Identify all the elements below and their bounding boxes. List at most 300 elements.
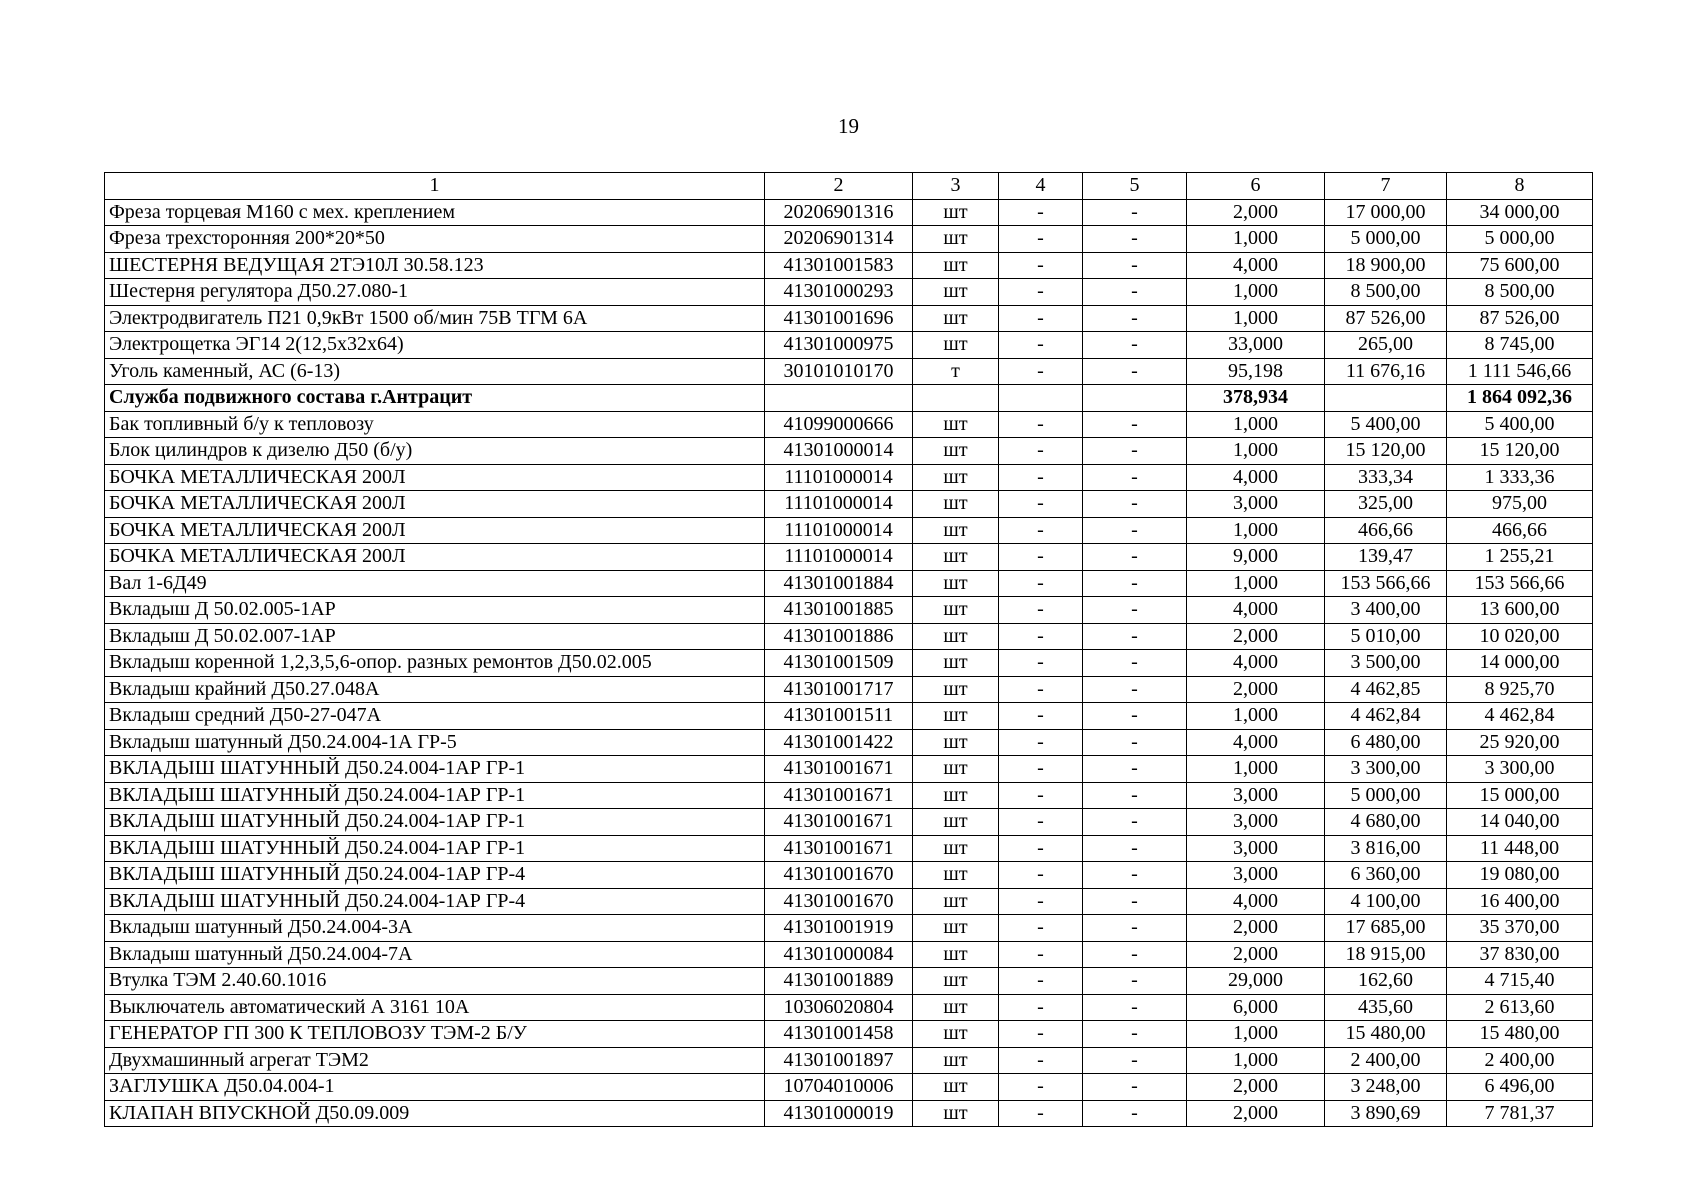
- quantity-cell: 2,000: [1187, 941, 1325, 968]
- item-name-cell: ШЕСТЕРНЯ ВЕДУЩАЯ 2ТЭ10Л 30.58.123: [105, 252, 765, 279]
- item-name-cell: Фреза торцевая М160 с мех. креплением: [105, 199, 765, 226]
- quantity-cell: 3,000: [1187, 835, 1325, 862]
- sum-cell: 15 000,00: [1447, 782, 1593, 809]
- quantity-cell: 3,000: [1187, 809, 1325, 836]
- table-row: [105, 862, 1593, 889]
- table-row: [105, 597, 1593, 624]
- table-row: [105, 650, 1593, 677]
- item-name-cell: ВКЛАДЫШ ШАТУННЫЙ Д50.24.004-1АР ГР-1: [105, 756, 765, 783]
- table-row: [105, 782, 1593, 809]
- column-4-cell: -: [999, 968, 1083, 995]
- price-cell: 5 010,00: [1325, 623, 1447, 650]
- price-cell: 11 676,16: [1325, 358, 1447, 385]
- sum-cell: 2 400,00: [1447, 1047, 1593, 1074]
- column-5-cell: -: [1083, 358, 1187, 385]
- table-row: [105, 438, 1593, 465]
- item-code-cell: 41301001583: [765, 252, 913, 279]
- quantity-cell: 1,000: [1187, 438, 1325, 465]
- quantity-cell: 1,000: [1187, 703, 1325, 730]
- quantity-cell: 1,000: [1187, 226, 1325, 253]
- sum-cell: 14 000,00: [1447, 650, 1593, 677]
- price-cell: 17 685,00: [1325, 915, 1447, 942]
- unit-cell: шт: [913, 464, 999, 491]
- column-4-cell: -: [999, 703, 1083, 730]
- unit-cell: шт: [913, 226, 999, 253]
- column-5-cell: -: [1083, 729, 1187, 756]
- unit-cell: шт: [913, 676, 999, 703]
- table-row: [105, 994, 1593, 1021]
- quantity-cell: 29,000: [1187, 968, 1325, 995]
- page-number: 19: [838, 114, 859, 138]
- column-4-cell: -: [999, 438, 1083, 465]
- quantity-cell: 1,000: [1187, 411, 1325, 438]
- table-row: [105, 332, 1593, 359]
- item-code-cell: 30101010170: [765, 358, 913, 385]
- price-cell: 153 566,66: [1325, 570, 1447, 597]
- sum-cell: 4 462,84: [1447, 703, 1593, 730]
- unit-cell: шт: [913, 835, 999, 862]
- table-row: [105, 544, 1593, 571]
- column-4-cell: -: [999, 358, 1083, 385]
- item-name-cell: Вкладыш Д 50.02.007-1АР: [105, 623, 765, 650]
- section-total-row: [105, 385, 1593, 412]
- item-code-cell: 41301001696: [765, 305, 913, 332]
- column-5-cell: -: [1083, 279, 1187, 306]
- item-name-cell: Вкладыш крайний Д50.27.048А: [105, 676, 765, 703]
- item-code-cell: 41301000975: [765, 332, 913, 359]
- unit-cell: шт: [913, 597, 999, 624]
- column-header: 4: [999, 173, 1083, 200]
- sum-cell: 37 830,00: [1447, 941, 1593, 968]
- item-name-cell: Уголь каменный, АС (6-13): [105, 358, 765, 385]
- price-cell: 3 248,00: [1325, 1074, 1447, 1101]
- item-code-cell: 41099000666: [765, 411, 913, 438]
- sum-cell: 25 920,00: [1447, 729, 1593, 756]
- item-code-cell: 41301001422: [765, 729, 913, 756]
- price-cell: 15 480,00: [1325, 1021, 1447, 1048]
- column-5-cell: -: [1083, 703, 1187, 730]
- price-cell: 3 400,00: [1325, 597, 1447, 624]
- table-row: [105, 305, 1593, 332]
- unit-cell: шт: [913, 915, 999, 942]
- quantity-cell: 2,000: [1187, 623, 1325, 650]
- quantity-cell: 1,000: [1187, 1047, 1325, 1074]
- item-code-cell: 20206901314: [765, 226, 913, 253]
- quantity-cell: 4,000: [1187, 888, 1325, 915]
- column-4-cell: -: [999, 517, 1083, 544]
- item-name-cell: Двухмашинный агрегат ТЭМ2: [105, 1047, 765, 1074]
- column-5-cell: -: [1083, 994, 1187, 1021]
- sum-cell: 8 925,70: [1447, 676, 1593, 703]
- sum-cell: 15 120,00: [1447, 438, 1593, 465]
- quantity-cell: 378,934: [1187, 385, 1325, 412]
- item-name-cell: ВКЛАДЫШ ШАТУННЫЙ Д50.24.004-1АР ГР-4: [105, 862, 765, 889]
- item-name-cell: Бак топливный б/у к тепловозу: [105, 411, 765, 438]
- column-5-cell: -: [1083, 1100, 1187, 1127]
- column-4-cell: -: [999, 1021, 1083, 1048]
- sum-cell: 15 480,00: [1447, 1021, 1593, 1048]
- table-row: [105, 491, 1593, 518]
- item-code-cell: 41301000084: [765, 941, 913, 968]
- column-4-cell: -: [999, 199, 1083, 226]
- sum-cell: 2 613,60: [1447, 994, 1593, 1021]
- column-5-cell: -: [1083, 756, 1187, 783]
- sum-cell: 14 040,00: [1447, 809, 1593, 836]
- price-cell: 4 462,84: [1325, 703, 1447, 730]
- table-row: [105, 703, 1593, 730]
- unit-cell: шт: [913, 809, 999, 836]
- column-5-cell: -: [1083, 226, 1187, 253]
- item-name-cell: ГЕНЕРАТОР ГП 300 К ТЕПЛОВОЗУ ТЭМ-2 Б/У: [105, 1021, 765, 1048]
- item-name-cell: Электрощетка ЭГ14 2(12,5х32х64): [105, 332, 765, 359]
- unit-cell: шт: [913, 756, 999, 783]
- sum-cell: 34 000,00: [1447, 199, 1593, 226]
- sum-cell: 11 448,00: [1447, 835, 1593, 862]
- unit-cell: шт: [913, 968, 999, 995]
- table-row: [105, 279, 1593, 306]
- item-name-cell: Вкладыш шатунный Д50.24.004-7А: [105, 941, 765, 968]
- unit-cell: шт: [913, 729, 999, 756]
- unit-cell: шт: [913, 782, 999, 809]
- sum-cell: 16 400,00: [1447, 888, 1593, 915]
- quantity-cell: 95,198: [1187, 358, 1325, 385]
- quantity-cell: 3,000: [1187, 782, 1325, 809]
- column-4-cell: -: [999, 862, 1083, 889]
- table-row: [105, 809, 1593, 836]
- column-header: 2: [765, 173, 913, 200]
- item-code-cell: 41301001671: [765, 809, 913, 836]
- price-cell: 162,60: [1325, 968, 1447, 995]
- column-4-cell: -: [999, 756, 1083, 783]
- column-4-cell: -: [999, 809, 1083, 836]
- table-body: [105, 199, 1593, 1127]
- quantity-cell: 4,000: [1187, 464, 1325, 491]
- column-5-cell: -: [1083, 199, 1187, 226]
- column-4-cell: -: [999, 888, 1083, 915]
- column-5-cell: -: [1083, 782, 1187, 809]
- column-4-cell: -: [999, 676, 1083, 703]
- column-4-cell: -: [999, 729, 1083, 756]
- sum-cell: 10 020,00: [1447, 623, 1593, 650]
- quantity-cell: 1,000: [1187, 517, 1325, 544]
- quantity-cell: 2,000: [1187, 676, 1325, 703]
- quantity-cell: 9,000: [1187, 544, 1325, 571]
- column-5-cell: -: [1083, 570, 1187, 597]
- unit-cell: шт: [913, 252, 999, 279]
- quantity-cell: 1,000: [1187, 279, 1325, 306]
- column-5-cell: -: [1083, 544, 1187, 571]
- quantity-cell: 4,000: [1187, 729, 1325, 756]
- sum-cell: 3 300,00: [1447, 756, 1593, 783]
- table-row: [105, 835, 1593, 862]
- item-code-cell: 41301001884: [765, 570, 913, 597]
- column-5-cell: -: [1083, 1021, 1187, 1048]
- unit-cell: шт: [913, 438, 999, 465]
- item-name-cell: Вкладыш шатунный Д50.24.004-3А: [105, 915, 765, 942]
- sum-cell: 1 111 546,66: [1447, 358, 1593, 385]
- unit-cell: т: [913, 358, 999, 385]
- price-cell: 333,34: [1325, 464, 1447, 491]
- item-name-cell: Вкладыш средний Д50-27-047А: [105, 703, 765, 730]
- item-code-cell: 41301001509: [765, 650, 913, 677]
- quantity-cell: 3,000: [1187, 491, 1325, 518]
- column-5-cell: -: [1083, 438, 1187, 465]
- sum-cell: 153 566,66: [1447, 570, 1593, 597]
- unit-cell: шт: [913, 941, 999, 968]
- item-code-cell: 41301001670: [765, 888, 913, 915]
- inventory-table: [104, 172, 1593, 1127]
- unit-cell: шт: [913, 862, 999, 889]
- column-4-cell: -: [999, 1074, 1083, 1101]
- item-name-cell: ЗАГЛУШКА Д50.04.004-1: [105, 1074, 765, 1101]
- quantity-cell: 1,000: [1187, 570, 1325, 597]
- quantity-cell: 33,000: [1187, 332, 1325, 359]
- item-code-cell: 41301001458: [765, 1021, 913, 1048]
- unit-cell: шт: [913, 1074, 999, 1101]
- item-code-cell: 41301001885: [765, 597, 913, 624]
- quantity-cell: 6,000: [1187, 994, 1325, 1021]
- price-cell: 3 816,00: [1325, 835, 1447, 862]
- item-code-cell: 41301001717: [765, 676, 913, 703]
- item-name-cell: ВКЛАДЫШ ШАТУННЫЙ Д50.24.004-1АР ГР-1: [105, 782, 765, 809]
- column-4-cell: -: [999, 491, 1083, 518]
- column-4-cell: -: [999, 994, 1083, 1021]
- unit-cell: шт: [913, 279, 999, 306]
- table-row: [105, 915, 1593, 942]
- column-4-cell: -: [999, 1100, 1083, 1127]
- table-row: [105, 968, 1593, 995]
- sum-cell: 8 500,00: [1447, 279, 1593, 306]
- item-name-cell: БОЧКА МЕТАЛЛИЧЕСКАЯ 200Л: [105, 464, 765, 491]
- item-name-cell: ВКЛАДЫШ ШАТУННЫЙ Д50.24.004-1АР ГР-1: [105, 809, 765, 836]
- price-cell: [1325, 385, 1447, 412]
- price-cell: 3 890,69: [1325, 1100, 1447, 1127]
- unit-cell: шт: [913, 650, 999, 677]
- sum-cell: 1 333,36: [1447, 464, 1593, 491]
- item-code-cell: 41301001919: [765, 915, 913, 942]
- price-cell: 265,00: [1325, 332, 1447, 359]
- sum-cell: 7 781,37: [1447, 1100, 1593, 1127]
- column-5-cell: -: [1083, 252, 1187, 279]
- unit-cell: шт: [913, 491, 999, 518]
- unit-cell: шт: [913, 1047, 999, 1074]
- price-cell: 4 100,00: [1325, 888, 1447, 915]
- column-4-cell: -: [999, 597, 1083, 624]
- table-row: [105, 729, 1593, 756]
- table-row: [105, 756, 1593, 783]
- quantity-cell: 2,000: [1187, 915, 1325, 942]
- sum-cell: 975,00: [1447, 491, 1593, 518]
- item-code-cell: 41301001511: [765, 703, 913, 730]
- item-code-cell: 41301001671: [765, 835, 913, 862]
- column-4-cell: -: [999, 411, 1083, 438]
- column-4-cell: -: [999, 279, 1083, 306]
- item-code-cell: 41301001671: [765, 756, 913, 783]
- price-cell: 8 500,00: [1325, 279, 1447, 306]
- column-5-cell: -: [1083, 411, 1187, 438]
- item-name-cell: Блок цилиндров к дизелю Д50 (б/у): [105, 438, 765, 465]
- table-row: [105, 1021, 1593, 1048]
- item-name-cell: Вкладыш Д 50.02.005-1АР: [105, 597, 765, 624]
- column-5-cell: -: [1083, 332, 1187, 359]
- column-5-cell: -: [1083, 1074, 1187, 1101]
- column-5-cell: -: [1083, 491, 1187, 518]
- price-cell: 2 400,00: [1325, 1047, 1447, 1074]
- item-name-cell: Фреза трехсторонняя 200*20*50: [105, 226, 765, 253]
- item-code-cell: 10704010006: [765, 1074, 913, 1101]
- column-4-cell: -: [999, 464, 1083, 491]
- price-cell: 4 462,85: [1325, 676, 1447, 703]
- sum-cell: 13 600,00: [1447, 597, 1593, 624]
- item-code-cell: 11101000014: [765, 464, 913, 491]
- unit-cell: шт: [913, 1100, 999, 1127]
- quantity-cell: 2,000: [1187, 1100, 1325, 1127]
- price-cell: 87 526,00: [1325, 305, 1447, 332]
- unit-cell: шт: [913, 544, 999, 571]
- unit-cell: шт: [913, 411, 999, 438]
- column-5-cell: -: [1083, 809, 1187, 836]
- item-name-cell: ВКЛАДЫШ ШАТУННЫЙ Д50.24.004-1АР ГР-1: [105, 835, 765, 862]
- column-4-cell: [999, 385, 1083, 412]
- quantity-cell: 2,000: [1187, 199, 1325, 226]
- table-row: [105, 676, 1593, 703]
- item-name-cell: Шестерня регулятора Д50.27.080-1: [105, 279, 765, 306]
- item-code-cell: 11101000014: [765, 491, 913, 518]
- price-cell: 17 000,00: [1325, 199, 1447, 226]
- column-4-cell: -: [999, 1047, 1083, 1074]
- sum-cell: 4 715,40: [1447, 968, 1593, 995]
- quantity-cell: 4,000: [1187, 597, 1325, 624]
- column-4-cell: -: [999, 332, 1083, 359]
- price-cell: 325,00: [1325, 491, 1447, 518]
- unit-cell: [913, 385, 999, 412]
- price-cell: 466,66: [1325, 517, 1447, 544]
- item-name-cell: Выключатель автоматический А 3161 10А: [105, 994, 765, 1021]
- column-4-cell: -: [999, 941, 1083, 968]
- item-name-cell: Служба подвижного состава г.Антрацит: [105, 385, 765, 412]
- table-row: [105, 199, 1593, 226]
- sum-cell: 35 370,00: [1447, 915, 1593, 942]
- column-5-cell: -: [1083, 676, 1187, 703]
- column-4-cell: -: [999, 782, 1083, 809]
- item-code-cell: 41301000293: [765, 279, 913, 306]
- unit-cell: шт: [913, 1021, 999, 1048]
- column-header: 3: [913, 173, 999, 200]
- price-cell: 435,60: [1325, 994, 1447, 1021]
- quantity-cell: 4,000: [1187, 252, 1325, 279]
- table-row: [105, 1047, 1593, 1074]
- unit-cell: шт: [913, 888, 999, 915]
- column-4-cell: -: [999, 915, 1083, 942]
- item-name-cell: КЛАПАН ВПУСКНОЙ Д50.09.009: [105, 1100, 765, 1127]
- column-5-cell: -: [1083, 623, 1187, 650]
- item-code-cell: 20206901316: [765, 199, 913, 226]
- column-5-cell: -: [1083, 517, 1187, 544]
- item-name-cell: Вкладыш коренной 1,2,3,5,6-опор. разных ремонтов Д50.02.005: [105, 650, 765, 677]
- table-row: [105, 411, 1593, 438]
- column-5-cell: -: [1083, 305, 1187, 332]
- sum-cell: 1 255,21: [1447, 544, 1593, 571]
- sum-cell: 6 496,00: [1447, 1074, 1593, 1101]
- sum-cell: 8 745,00: [1447, 332, 1593, 359]
- column-header: 7: [1325, 173, 1447, 200]
- table-row: [105, 623, 1593, 650]
- column-header: 6: [1187, 173, 1325, 200]
- item-code-cell: 41301001889: [765, 968, 913, 995]
- quantity-cell: 1,000: [1187, 1021, 1325, 1048]
- price-cell: 5 000,00: [1325, 226, 1447, 253]
- unit-cell: шт: [913, 570, 999, 597]
- column-5-cell: -: [1083, 968, 1187, 995]
- table-row: [105, 1100, 1593, 1127]
- quantity-cell: 1,000: [1187, 756, 1325, 783]
- column-5-cell: [1083, 385, 1187, 412]
- column-5-cell: -: [1083, 464, 1187, 491]
- item-code-cell: 41301000019: [765, 1100, 913, 1127]
- column-4-cell: -: [999, 835, 1083, 862]
- column-5-cell: -: [1083, 915, 1187, 942]
- price-cell: 3 300,00: [1325, 756, 1447, 783]
- column-4-cell: -: [999, 226, 1083, 253]
- column-5-cell: -: [1083, 862, 1187, 889]
- column-4-cell: -: [999, 305, 1083, 332]
- column-4-cell: -: [999, 570, 1083, 597]
- column-5-cell: -: [1083, 835, 1187, 862]
- column-header: 5: [1083, 173, 1187, 200]
- price-cell: 139,47: [1325, 544, 1447, 571]
- unit-cell: шт: [913, 199, 999, 226]
- table-row: [105, 1074, 1593, 1101]
- sum-cell: 5 000,00: [1447, 226, 1593, 253]
- unit-cell: шт: [913, 994, 999, 1021]
- table-row: [105, 226, 1593, 253]
- quantity-cell: 4,000: [1187, 650, 1325, 677]
- item-code-cell: 41301001670: [765, 862, 913, 889]
- item-code-cell: [765, 385, 913, 412]
- item-name-cell: ВКЛАДЫШ ШАТУННЫЙ Д50.24.004-1АР ГР-4: [105, 888, 765, 915]
- item-code-cell: 11101000014: [765, 517, 913, 544]
- price-cell: 15 120,00: [1325, 438, 1447, 465]
- unit-cell: шт: [913, 332, 999, 359]
- quantity-cell: 2,000: [1187, 1074, 1325, 1101]
- table-header-row: [105, 173, 1593, 200]
- column-5-cell: -: [1083, 888, 1187, 915]
- item-code-cell: 41301000014: [765, 438, 913, 465]
- column-header: 1: [105, 173, 765, 200]
- table-row: [105, 252, 1593, 279]
- quantity-cell: 3,000: [1187, 862, 1325, 889]
- item-name-cell: БОЧКА МЕТАЛЛИЧЕСКАЯ 200Л: [105, 544, 765, 571]
- unit-cell: шт: [913, 703, 999, 730]
- sum-cell: 75 600,00: [1447, 252, 1593, 279]
- column-5-cell: -: [1083, 597, 1187, 624]
- column-4-cell: -: [999, 544, 1083, 571]
- price-cell: 4 680,00: [1325, 809, 1447, 836]
- unit-cell: шт: [913, 305, 999, 332]
- sum-cell: 87 526,00: [1447, 305, 1593, 332]
- column-4-cell: -: [999, 252, 1083, 279]
- price-cell: 5 400,00: [1325, 411, 1447, 438]
- item-code-cell: 41301001897: [765, 1047, 913, 1074]
- table-row: [105, 888, 1593, 915]
- column-5-cell: -: [1083, 1047, 1187, 1074]
- price-cell: 18 900,00: [1325, 252, 1447, 279]
- item-code-cell: 41301001671: [765, 782, 913, 809]
- table-row: [105, 464, 1593, 491]
- table-row: [105, 570, 1593, 597]
- item-name-cell: БОЧКА МЕТАЛЛИЧЕСКАЯ 200Л: [105, 517, 765, 544]
- column-5-cell: -: [1083, 941, 1187, 968]
